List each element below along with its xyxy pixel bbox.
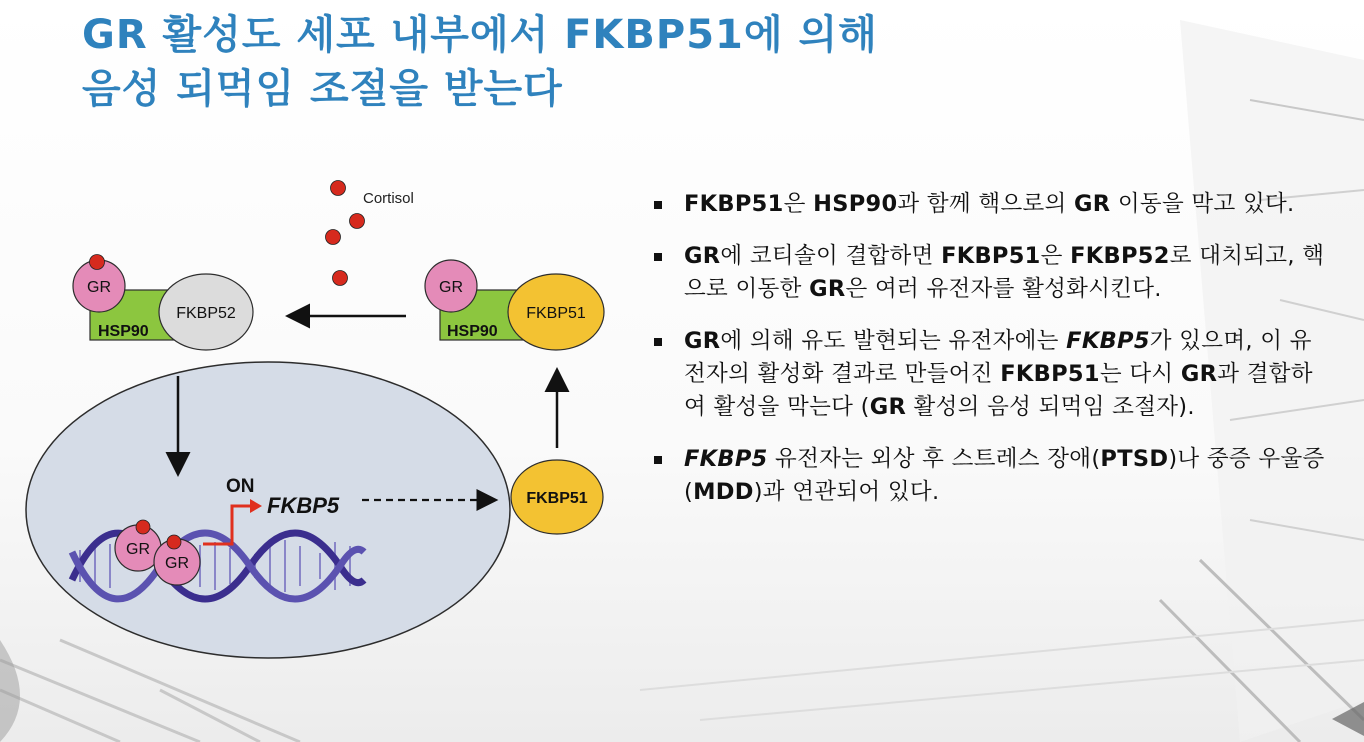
cortisol-dot (331, 181, 346, 196)
bullet-segment: 유전자는 외상 후 스트레스 장애( (767, 446, 1101, 472)
bullet-list (650, 188, 1330, 528)
fkbp5-gene-label: FKBP5 (267, 493, 340, 518)
bullet-text (684, 243, 1324, 302)
bullet-segment: 은 (1040, 243, 1071, 269)
fkbp51-label: FKBP51 (526, 305, 586, 322)
bullet-term: MDD (693, 479, 754, 505)
bullet-segment: 에 의해 유도 발현되는 유전자에는 (720, 328, 1067, 354)
bullet-text (684, 191, 1294, 217)
gr-label: GR (439, 279, 463, 296)
bullet-segment: )과 연관되어 있다. (753, 479, 940, 505)
bullet-item (650, 240, 1330, 306)
bullet-term: PTSD (1100, 446, 1169, 472)
gr-hsp90-fkbp52-complex (73, 255, 253, 351)
bullet-term: GR (684, 328, 721, 354)
square-bullet-icon (654, 456, 662, 464)
cortisol-molecules (326, 181, 365, 286)
square-bullet-icon (654, 253, 662, 261)
bullet-term: GR (809, 276, 846, 302)
bullet-term: GR (869, 394, 907, 420)
on-label: ON (226, 476, 255, 497)
bullet-segment: )나 중증 우울증( (684, 446, 1325, 505)
cortisol-dot (167, 535, 181, 549)
gr-label: GR (87, 279, 111, 296)
gr-hsp90-fkbp51-complex (425, 260, 604, 350)
fkbp52-label: FKBP52 (176, 305, 236, 322)
cortisol-dot (136, 520, 150, 534)
cortisol-dot (350, 214, 365, 229)
cortisol-dot (90, 255, 105, 270)
title-line-1: GR 활성도 세포 내부에서 FKBP51에 의해 (82, 12, 878, 58)
bullet-term: GR (1180, 361, 1218, 387)
bullet-item (650, 325, 1330, 424)
bullet-segment: 과 함께 핵으로의 (897, 191, 1075, 217)
bullet-text (684, 446, 1325, 505)
bullet-term: FKBP51 (1000, 361, 1100, 387)
bullet-term: HSP90 (813, 191, 898, 217)
cortisol-label: Cortisol (363, 190, 414, 207)
hsp90-label: HSP90 (98, 323, 149, 340)
bullet-segment: 과 결합하여 활성을 막는다 ( (684, 361, 1313, 420)
fkbp51-feedback-diagram (0, 150, 640, 670)
gr-label: GR (126, 541, 150, 558)
bullet-term: GR (1074, 191, 1111, 217)
bullet-term: FKBP5 (684, 446, 768, 472)
bullet-item (650, 443, 1330, 509)
bullet-term: FKBP51 (941, 243, 1041, 269)
bullet-segment: 은 여러 유전자를 활성화시킨다. (845, 276, 1162, 302)
hsp90-label: HSP90 (447, 323, 498, 340)
bullet-segment: 이동을 막고 있다. (1110, 191, 1295, 217)
previous-slide-icon[interactable] (1324, 696, 1364, 742)
bullet-segment: 가 있으며, 이 유전자의 활성화 결과로 만들어진 (684, 328, 1312, 387)
bullet-term: FKBP52 (1070, 243, 1170, 269)
bullet-segment: 로 대치되고, 핵으로 이동한 (684, 243, 1325, 302)
bullet-item (650, 188, 1330, 221)
bullet-segment: 은 (783, 191, 814, 217)
square-bullet-icon (654, 338, 662, 346)
bullet-text (684, 328, 1313, 420)
cortisol-dot (326, 230, 341, 245)
bullet-segment: 는 다시 (1099, 361, 1181, 387)
bullet-segment: 활성의 음성 되먹임 조절자). (906, 394, 1195, 420)
gr-label: GR (165, 555, 189, 572)
bullet-term: GR (684, 243, 721, 269)
bullet-term: FKBP51 (684, 191, 784, 217)
title-line-2: 음성 되먹임 조절을 받는다 (82, 66, 563, 112)
bullet-term: FKBP5 (1066, 328, 1150, 354)
bullet-segment: 에 코티솔이 결합하면 (720, 243, 942, 269)
cortisol-dot (333, 271, 348, 286)
square-bullet-icon (654, 201, 662, 209)
fkbp51-label: FKBP51 (526, 490, 588, 507)
slide-title (82, 8, 878, 116)
